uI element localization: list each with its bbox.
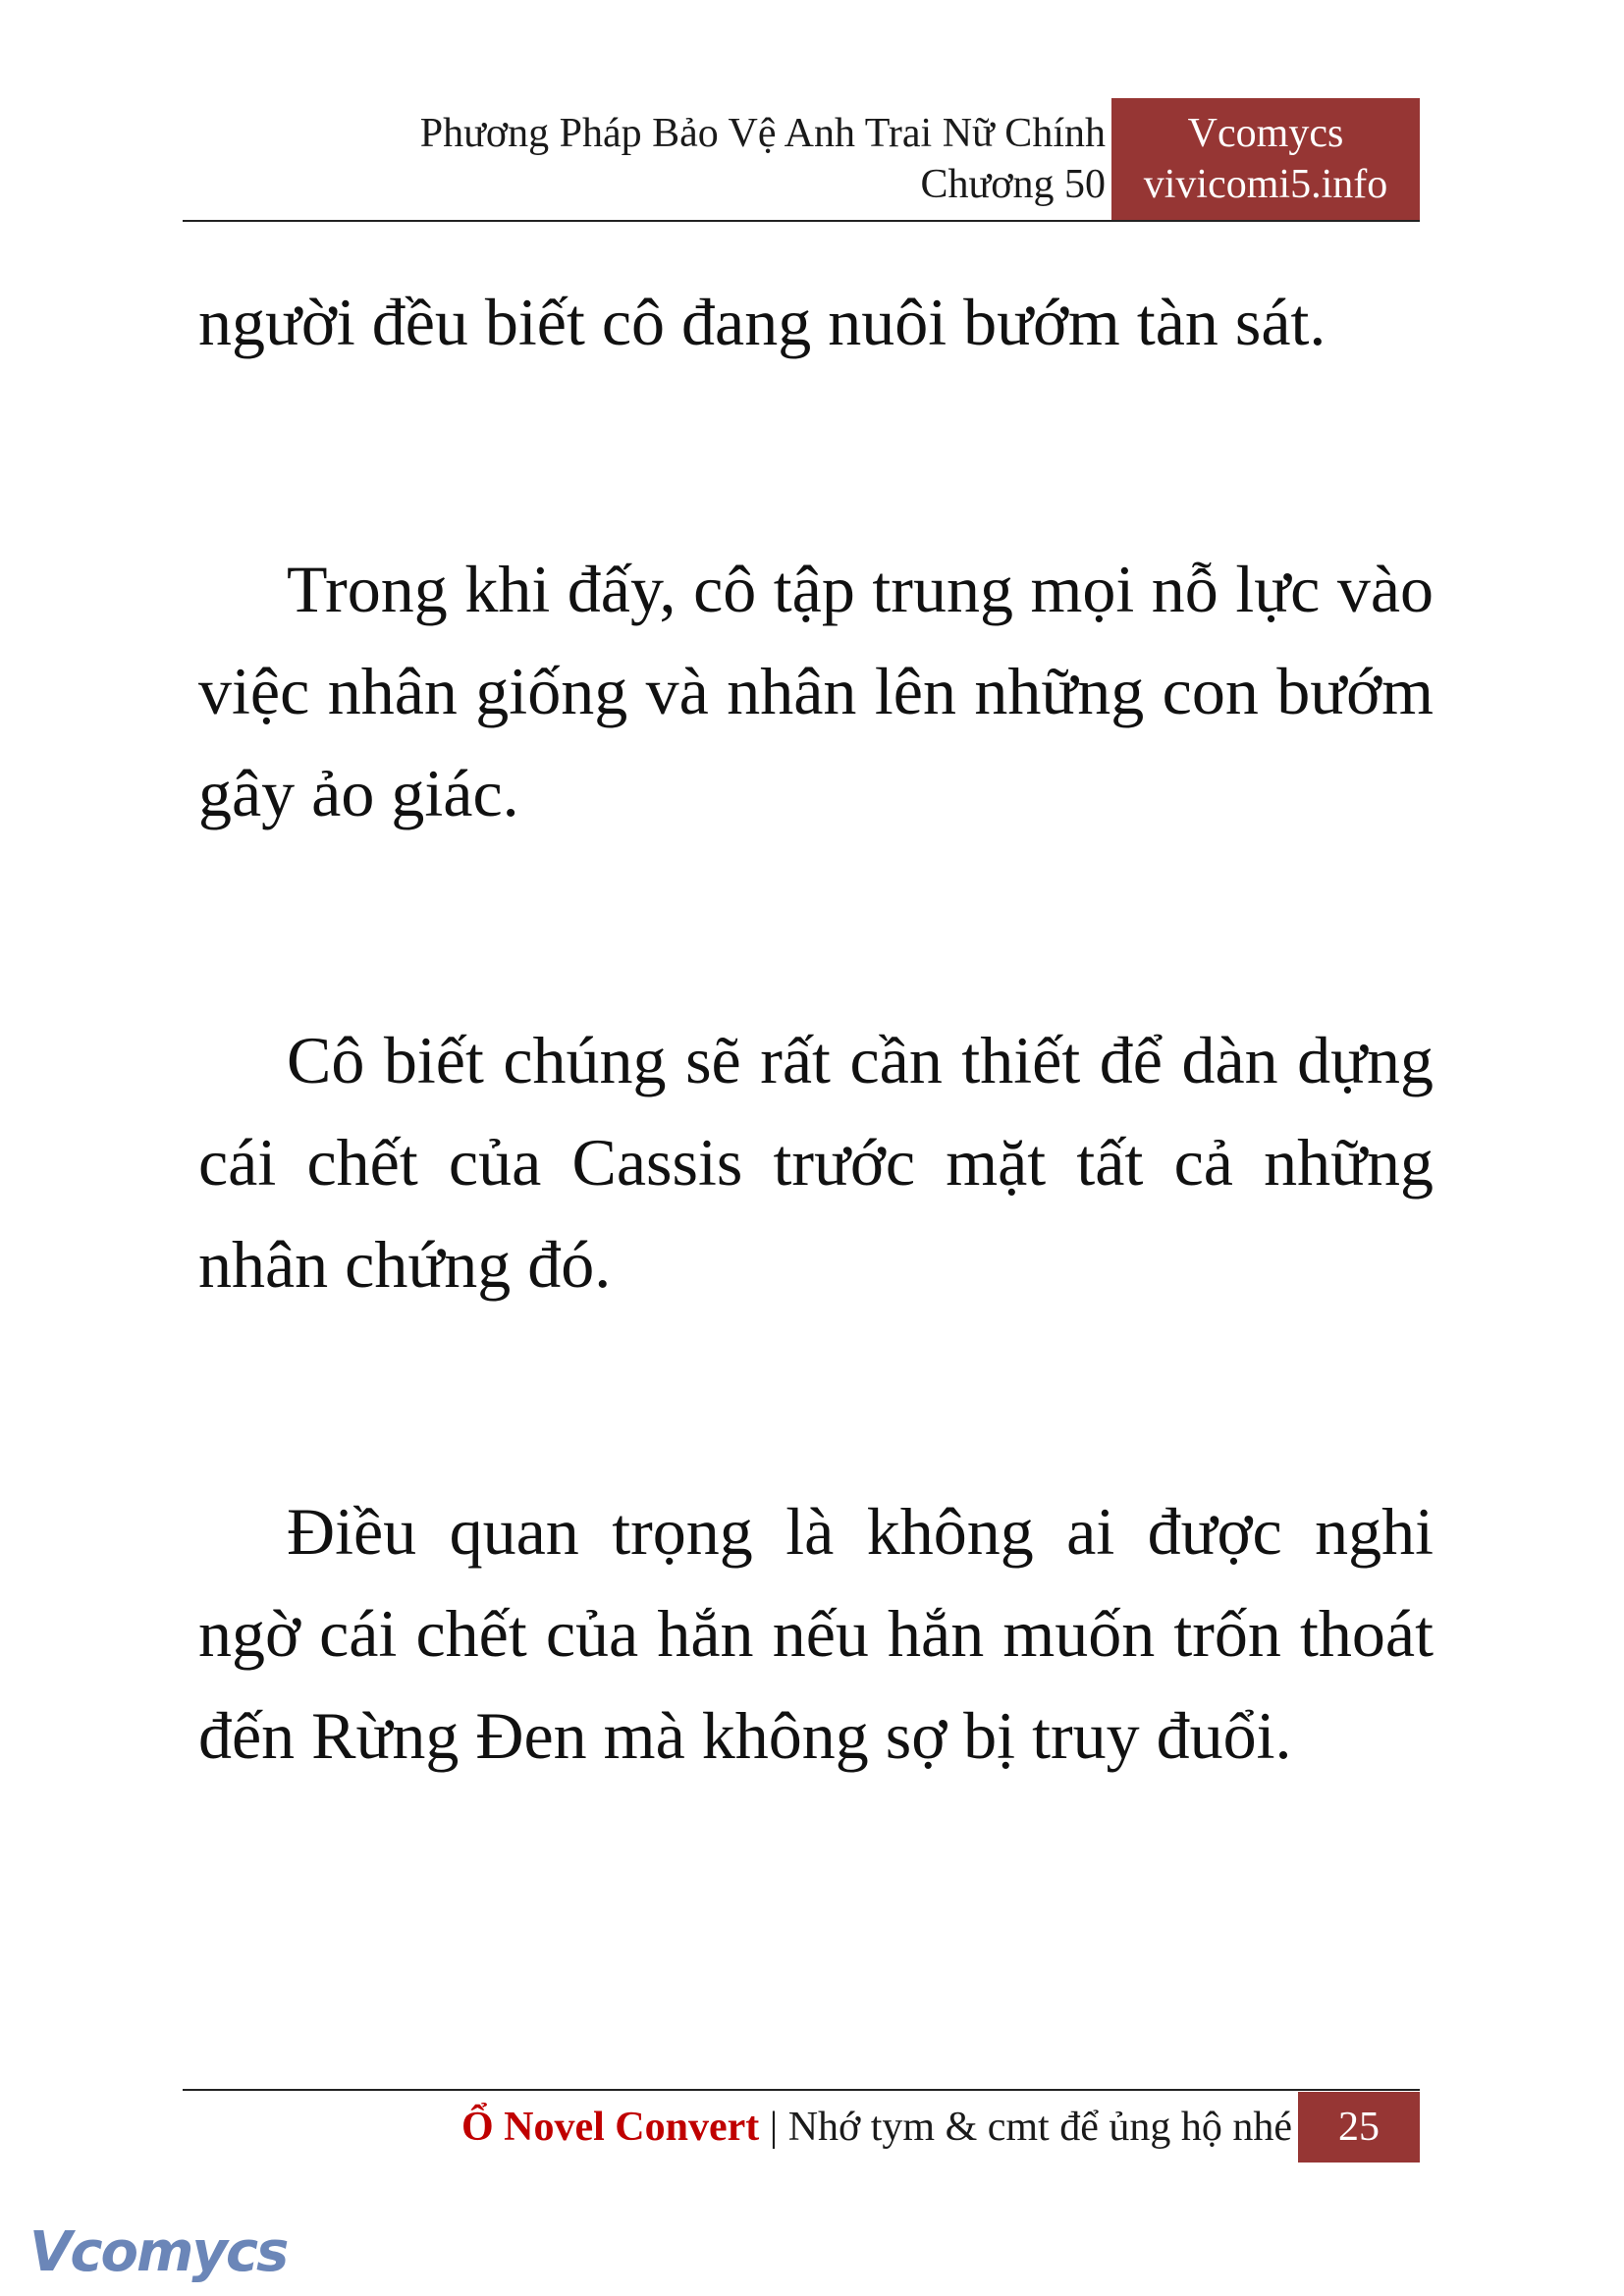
- chapter-label: Chương 50: [920, 162, 1106, 207]
- header-titles: [420, 108, 1106, 210]
- footer-separator: |: [759, 2105, 788, 2150]
- paragraph: Trong khi đấy, cô tập trung mọi nỗ lực vào việc nhân giống và nhân lên những con bướm gây ảo giác.: [198, 552, 1434, 830]
- footer-text: [461, 2102, 1292, 2153]
- page-header: [183, 98, 1420, 220]
- site-name: Vcomycs: [1187, 111, 1344, 156]
- footer-brand: Ổ Novel Convert: [460, 2105, 760, 2150]
- page-footer: [183, 2092, 1420, 2163]
- header-divider: [183, 220, 1420, 222]
- page-number: 25: [1298, 2092, 1420, 2163]
- footer-note: Nhớ tym & cmt để ủng hộ nhé: [787, 2105, 1292, 2150]
- footer-divider: [183, 2089, 1420, 2091]
- paragraph: Cô biết chúng sẽ rất cần thiết để dàn dựng cái chết của Cassis trước mặt tất cả những nhân chứng đó.: [198, 1023, 1434, 1302]
- chapter-body: [198, 271, 1434, 1951]
- watermark-logo: Vcomycs: [29, 2220, 288, 2284]
- site-badge: [1111, 98, 1420, 220]
- site-url: vivicomi5.info: [1143, 162, 1388, 207]
- paragraph: Điều quan trọng là không ai được nghi ngờ cái chết của hắn nếu hắn muốn trốn thoát đến Rừng Đen mà không sợ bị truy đuổi.: [198, 1494, 1434, 1773]
- paragraph: người đều biết cô đang nuôi bướm tàn sát.: [198, 285, 1326, 359]
- book-title: Phương Pháp Bảo Vệ Anh Trai Nữ Chính: [419, 111, 1106, 156]
